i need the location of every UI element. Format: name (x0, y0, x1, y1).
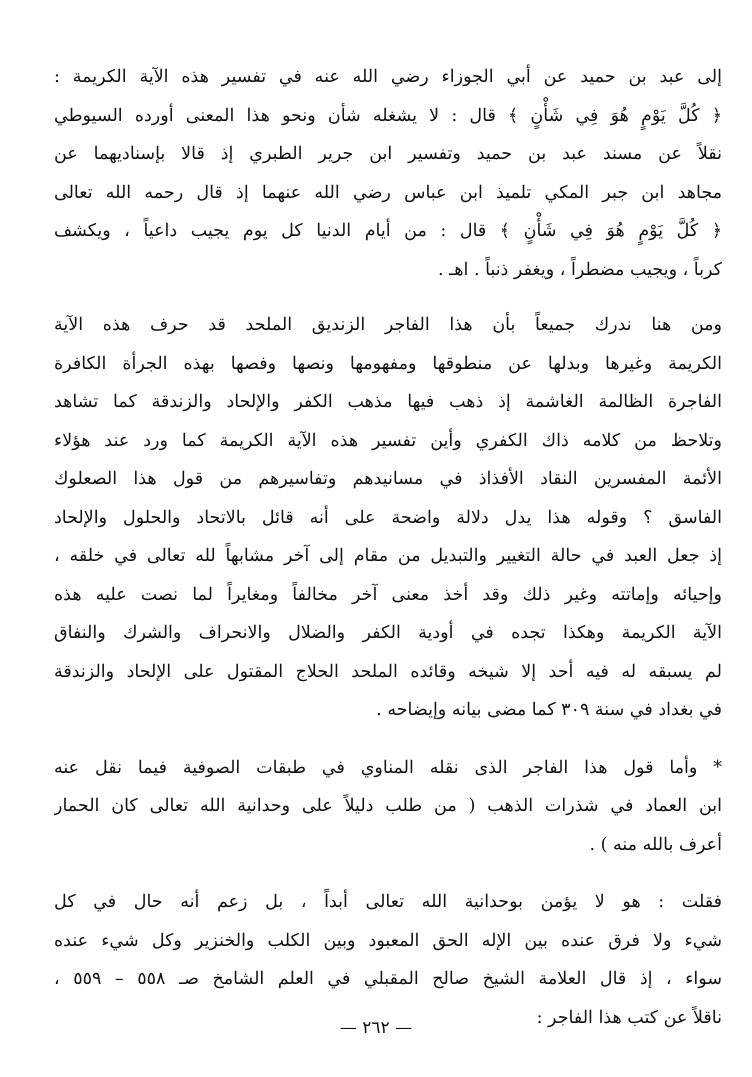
text-line: الآية الكريمة وهكذا تجده في أودية الكفر والضلال والانحراف والشرك والنفاق (54, 623, 722, 643)
text-line: * وأما قول هذا الفاجر الذى نقله المناوي في طبقات الصوفية فيما نقل عنه (54, 757, 722, 778)
text-line: الفاجرة الظالمة الغاشمة إذ ذهب فيها مذهب الكفر والإلحاد والزندقة كما تشاهد (54, 392, 722, 412)
text-line: ومن هنا ندرك جميعاً بأن هذا الفاجر الزنديق الملحد قد حرف هذه الآية (54, 315, 722, 335)
text-line: في بغداد في سنة ٣٠٩ كما مضى بيانه وإيضاحه . (376, 700, 722, 720)
paragraph-1 (54, 58, 722, 289)
page-number: — ٢٦٢ — (339, 1018, 413, 1038)
text-line: أعرف بالله منه ) . (589, 834, 722, 855)
text-line: فقلت : هو لا يؤمن بوحدانية الله تعالى أبداً ، بل زعم أنه حال في كل (54, 892, 722, 912)
paragraph-3 (54, 749, 722, 865)
text-line: كرباً ، ويجيب مضطراً ، ويغفر ذنباً . اهـ . (438, 259, 722, 280)
text-line: وإحيائه وإماتته وغير ذلك وقد أخذ معنى آخر مخالفاً ومغايراً لما نصت عليه هذه (54, 584, 722, 605)
text-line: ﴿ كُلَّ يَوْمٍ هُوَ فِي شَأْنٍ ﴾ قال : لا يشغله شأن ونحو هذا المعنى أورده السيوطي (54, 105, 722, 126)
page-body (54, 58, 722, 1037)
text-line: مجاهد ابن جبر المكي تلميذ ابن عباس رضي الله عنهما إذ قال رحمه الله تعالى (54, 182, 722, 203)
text-line: إذ جعل العبد في حالة التغيير والتبديل من مقام إلى آخر مشابهاً لله تعالى في خلقه ، (54, 546, 722, 566)
text-line: نقلاً عن مسند عبد بن حميد وتفسير ابن جرير الطبري إذ قالا بإسناديهما عن (54, 144, 722, 164)
text-line: لم يسبقه له فيه أحد إلا شيخه وقائده الملحد الحلاج المقتول على الإلحاد والزندقة (54, 661, 722, 682)
text-line: الأئمة المفسرين النقاد الأفذاذ في مسانيدهم وتفاسيرهم من قول هذا الصعلوك (54, 469, 722, 489)
text-line: ناقلاً عن كتب هذا الفاجر : (536, 1007, 722, 1028)
paragraph-4 (54, 883, 722, 1037)
text-line: الكريمة وغيرها وبدلها عن منطوقها ومفهومها ونصها وفصها بهذه الجرأة الكافرة (54, 353, 722, 374)
text-line: الفاسق ؟ وقوله هذا يدل دلالة واضحة على أنه قائل بالاتحاد والحلول والإلحاد (54, 507, 722, 528)
text-line: سواء ، إذ قال العلامة الشيخ صالح المقبلي في العلم الشامخ صـ ٥٥٨ – ٥٥٩ ، (54, 969, 722, 989)
text-line: وتلاحظ من كلامه ذاك الكفري وأين تفسير هذه الآية الكريمة كما ورد عند هؤلاء (54, 430, 722, 451)
paragraph-2 (54, 306, 722, 730)
text-line: ﴿ كُلَّ يَوْمٍ هُوَ فِي شَأْنٍ ﴾ قال : من أيام الدنيا كل يوم يجيب داعياً ، ويكشف (54, 221, 722, 241)
text-line: إلى عبد بن حميد عن أبي الجوزاء رضي الله عنه في تفسير هذه الآية الكريمة : (54, 67, 722, 87)
text-line: ابن العماد في شذرات الذهب ( من طلب دليلاً على وحدانية الله تعالى كان الحمار (54, 796, 722, 816)
text-line: شيء ولا فرق عنده بين الإله الحق المعبود وبين الكلب والخنزير وكل شيء عنده (54, 930, 722, 951)
